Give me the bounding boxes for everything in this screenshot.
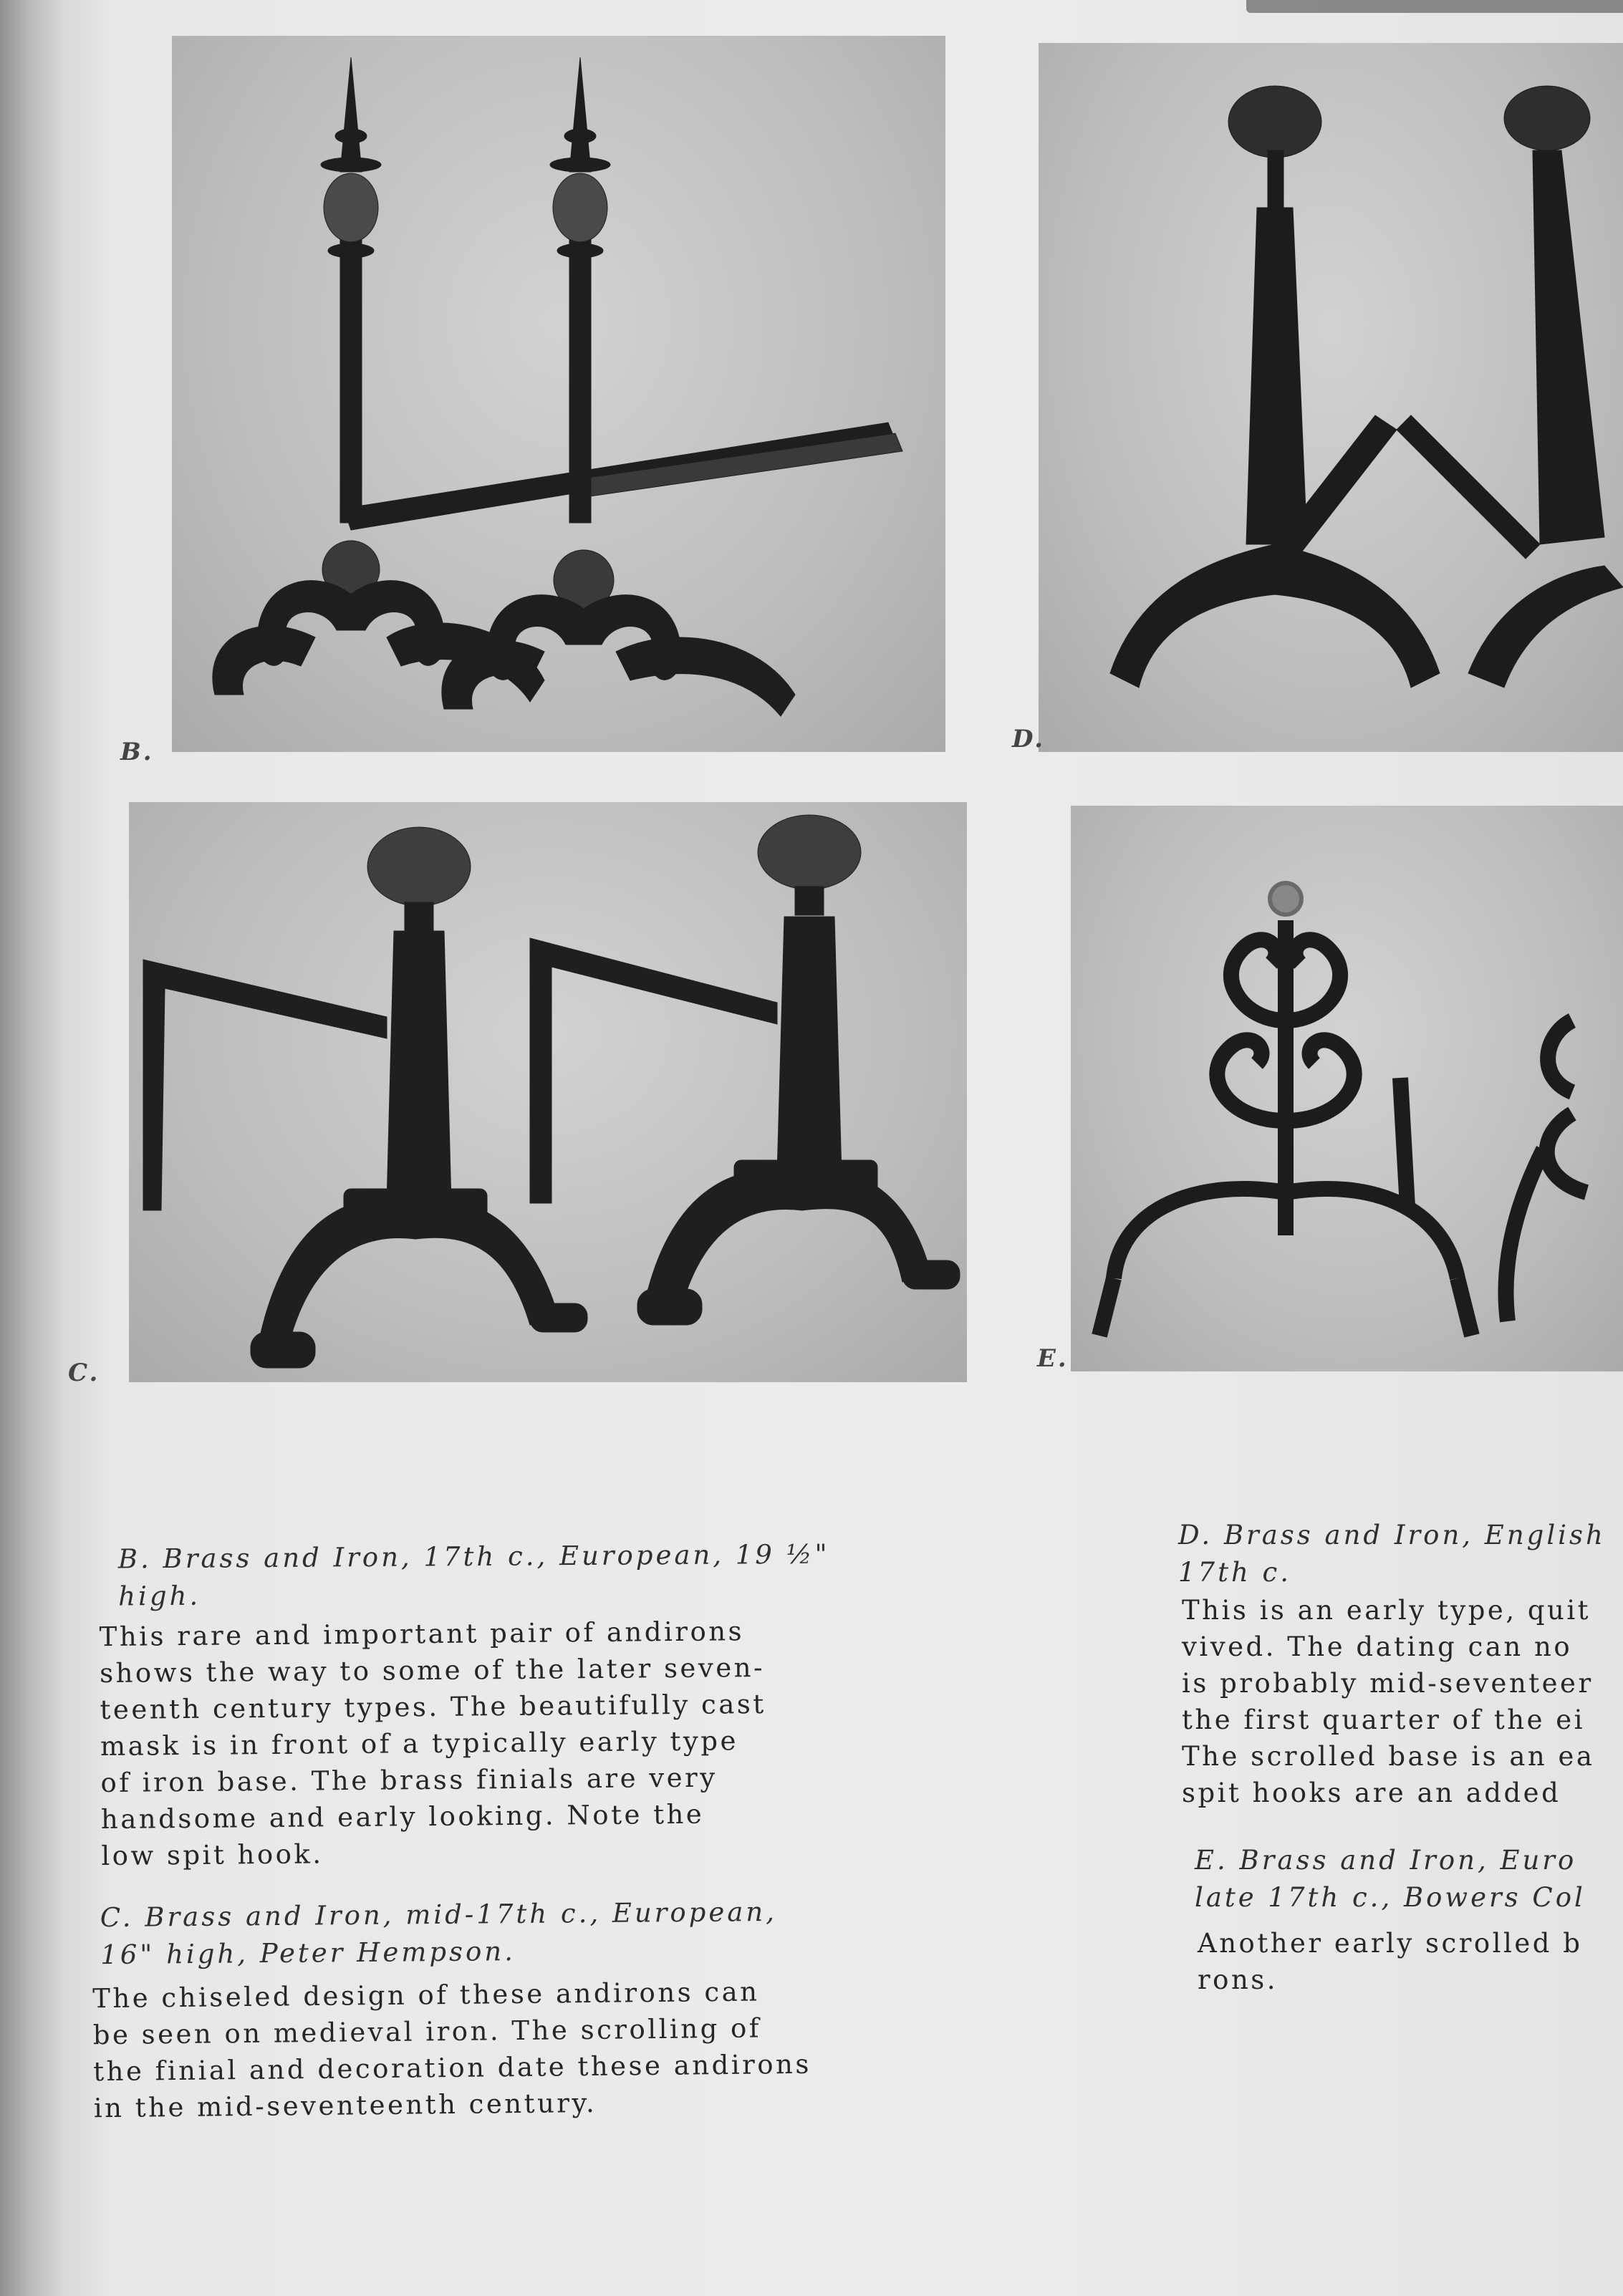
caption-e-line: Another early scrolled b bbox=[1198, 1928, 1583, 1959]
caption-e-body bbox=[1198, 1925, 1582, 1998]
caption-d-line: vived. The dating can no bbox=[1182, 1631, 1573, 1662]
caption-e-title-line: E. Brass and Iron, Euro bbox=[1195, 1845, 1577, 1876]
caption-b-line: low spit hook. bbox=[101, 1838, 324, 1872]
caption-b-body bbox=[99, 1613, 767, 1874]
caption-c-body bbox=[92, 1973, 812, 2126]
plate-letter-c: C. bbox=[68, 1359, 100, 1387]
caption-e-line: rons. bbox=[1198, 1964, 1278, 1995]
header-rule bbox=[1246, 0, 1623, 13]
caption-d-line: spit hooks are an added bbox=[1182, 1778, 1561, 1808]
caption-b-line: mask is in front of a typically early type bbox=[100, 1725, 739, 1762]
caption-b-line: handsome and early looking. Note the bbox=[100, 1798, 705, 1836]
caption-b-title-line: B. Brass and Iron, 17th c., European, 19 ½" bbox=[117, 1538, 830, 1575]
photo-andirons-e bbox=[1071, 806, 1623, 1371]
photo-andirons-d bbox=[1039, 43, 1623, 752]
caption-b-title-line: high. bbox=[118, 1580, 201, 1612]
andirons-b-illustration bbox=[172, 36, 945, 752]
caption-d-body bbox=[1182, 1592, 1594, 1811]
plate-letter-d: D. bbox=[1012, 725, 1046, 753]
photo-andirons-c bbox=[129, 802, 967, 1382]
caption-c-line: The chiseled design of these andirons can bbox=[92, 1976, 760, 2015]
caption-d-line: the first quarter of the ei bbox=[1182, 1704, 1585, 1735]
andirons-d-illustration bbox=[1039, 43, 1623, 752]
caption-c-line: in the mid-seventeenth century. bbox=[93, 2087, 597, 2124]
plate-letter-e: E. bbox=[1037, 1344, 1069, 1373]
caption-b-line: teenth century types. The beautifully cast bbox=[100, 1688, 766, 1726]
caption-d-line: is probably mid-seventeer bbox=[1182, 1668, 1594, 1699]
caption-e-title bbox=[1195, 1842, 1586, 1916]
caption-c-line: the finial and decoration date these andirons bbox=[93, 2048, 812, 2088]
caption-b-line: This rare and important pair of andirons bbox=[99, 1616, 745, 1653]
photo-andirons-b bbox=[172, 36, 945, 752]
caption-b-line: shows the way to some of the later seven- bbox=[99, 1651, 766, 1689]
caption-d-title-line: D. Brass and Iron, English bbox=[1178, 1520, 1606, 1550]
caption-d-line: The scrolled base is an ea bbox=[1182, 1741, 1595, 1772]
caption-d-title-line: 17th c. bbox=[1178, 1557, 1292, 1588]
caption-e-title-line: late 17th c., Bowers Col bbox=[1195, 1882, 1586, 1913]
andirons-e-illustration bbox=[1071, 806, 1623, 1371]
andirons-c-illustration bbox=[129, 802, 967, 1382]
caption-c-title-line: 16" high, Peter Hempson. bbox=[100, 1936, 516, 1971]
plate-letter-b: B. bbox=[120, 738, 154, 766]
caption-c-title-line: C. Brass and Iron, mid-17th c., European, bbox=[100, 1896, 778, 1934]
caption-d-line: This is an early type, quit bbox=[1182, 1595, 1591, 1626]
caption-b-line: of iron base. The brass finials are very bbox=[100, 1762, 718, 1799]
caption-c-title bbox=[100, 1894, 778, 1974]
caption-c-line: be seen on medieval iron. The scrolling of bbox=[92, 2012, 762, 2051]
caption-b-title bbox=[118, 1536, 830, 1616]
caption-d-title bbox=[1178, 1517, 1606, 1591]
